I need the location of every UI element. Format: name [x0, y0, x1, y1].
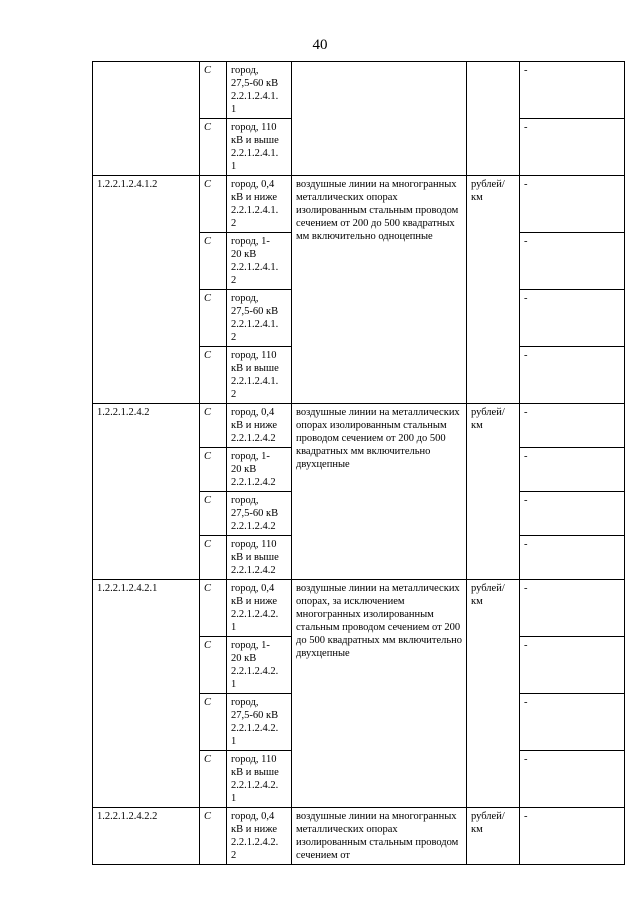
cell-value: - — [520, 119, 625, 176]
page-number: 40 — [312, 37, 328, 53]
cell-unit: рублей/ км — [467, 808, 520, 865]
cell-category: C — [200, 347, 227, 404]
cell-category: C — [200, 176, 227, 233]
cell-category: C — [200, 404, 227, 448]
table-row — [93, 62, 625, 119]
cell-unit: рублей/ км — [467, 580, 520, 808]
cell-value: - — [520, 637, 625, 694]
row-code: 1.2.2.1.2.4.1.2 — [93, 176, 200, 404]
cell-value: - — [520, 448, 625, 492]
cell-description: воздушные линии на металлических опорах, за исключением многогранных изолированным стальным проводом сечением от 200 до 500 квадратных мм включительно двухцепные — [292, 580, 467, 808]
cell-description: воздушные линии на многогранных металлических опорах изолированным стальным проводом сечением от 200 до 500 квадратных мм включительно одноцепные — [292, 176, 467, 404]
cell-category: C — [200, 448, 227, 492]
table-row — [93, 176, 625, 233]
cell-condition: город, 110 кВ и выше 2.2.1.2.4.2. 1 — [227, 751, 292, 808]
cell-condition: город, 0,4 кВ и ниже 2.2.1.2.4.2. 1 — [227, 580, 292, 637]
cell-condition: город, 0,4 кВ и ниже 2.2.1.2.4.2. 2 — [227, 808, 292, 865]
cell-category: C — [200, 751, 227, 808]
cell-unit: рублей/ км — [467, 404, 520, 580]
table-row — [93, 404, 625, 448]
cell-unit: рублей/ км — [467, 176, 520, 404]
cell-category: C — [200, 492, 227, 536]
cell-value: - — [520, 290, 625, 347]
cell-condition: город, 1- 20 кВ 2.2.1.2.4.1. 2 — [227, 233, 292, 290]
tariff-table — [92, 61, 625, 865]
row-code: 1.2.2.1.2.4.2.2 — [93, 808, 200, 865]
cell-value: - — [520, 62, 625, 119]
cell-value: - — [520, 751, 625, 808]
cell-condition: город, 110 кВ и выше 2.2.1.2.4.2 — [227, 536, 292, 580]
cell-condition: город, 1- 20 кВ 2.2.1.2.4.2 — [227, 448, 292, 492]
cell-value: - — [520, 492, 625, 536]
cell-category: C — [200, 580, 227, 637]
cell-category: C — [200, 290, 227, 347]
cell-category: C — [200, 233, 227, 290]
cell-value: - — [520, 404, 625, 448]
cell-condition: город, 27,5-60 кВ 2.2.1.2.4.1. 2 — [227, 290, 292, 347]
cell-condition: город, 27,5-60 кВ 2.2.1.2.4.1. 1 — [227, 62, 292, 119]
cell-description — [292, 62, 467, 176]
row-code: 1.2.2.1.2.4.2 — [93, 404, 200, 580]
cell-condition: город, 110 кВ и выше 2.2.1.2.4.1. 2 — [227, 347, 292, 404]
cell-category: C — [200, 637, 227, 694]
table-row — [93, 580, 625, 637]
cell-value: - — [520, 233, 625, 290]
cell-category: C — [200, 119, 227, 176]
cell-condition: город, 27,5-60 кВ 2.2.1.2.4.2. 1 — [227, 694, 292, 751]
table-row — [93, 808, 625, 865]
cell-unit — [467, 62, 520, 176]
cell-value: - — [520, 347, 625, 404]
cell-value: - — [520, 536, 625, 580]
cell-description: воздушные линии на многогранных металлических опорах изолированным стальным проводом сечением от — [292, 808, 467, 865]
row-code — [93, 62, 200, 176]
cell-category: C — [200, 536, 227, 580]
cell-condition: город, 110 кВ и выше 2.2.1.2.4.1. 1 — [227, 119, 292, 176]
cell-description: воздушные линии на металлических опорах изолированным стальным проводом сечением от 200 до 500 квадратных мм включительно двухцепные — [292, 404, 467, 580]
cell-condition: город, 1- 20 кВ 2.2.1.2.4.2. 1 — [227, 637, 292, 694]
cell-category: C — [200, 808, 227, 865]
cell-condition: город, 0,4 кВ и ниже 2.2.1.2.4.1. 2 — [227, 176, 292, 233]
cell-category: C — [200, 694, 227, 751]
cell-condition: город, 27,5-60 кВ 2.2.1.2.4.2 — [227, 492, 292, 536]
cell-value: - — [520, 176, 625, 233]
cell-value: - — [520, 808, 625, 865]
cell-value: - — [520, 694, 625, 751]
row-code: 1.2.2.1.2.4.2.1 — [93, 580, 200, 808]
cell-value: - — [520, 580, 625, 637]
cell-category: C — [200, 62, 227, 119]
cell-condition: город, 0,4 кВ и ниже 2.2.1.2.4.2 — [227, 404, 292, 448]
